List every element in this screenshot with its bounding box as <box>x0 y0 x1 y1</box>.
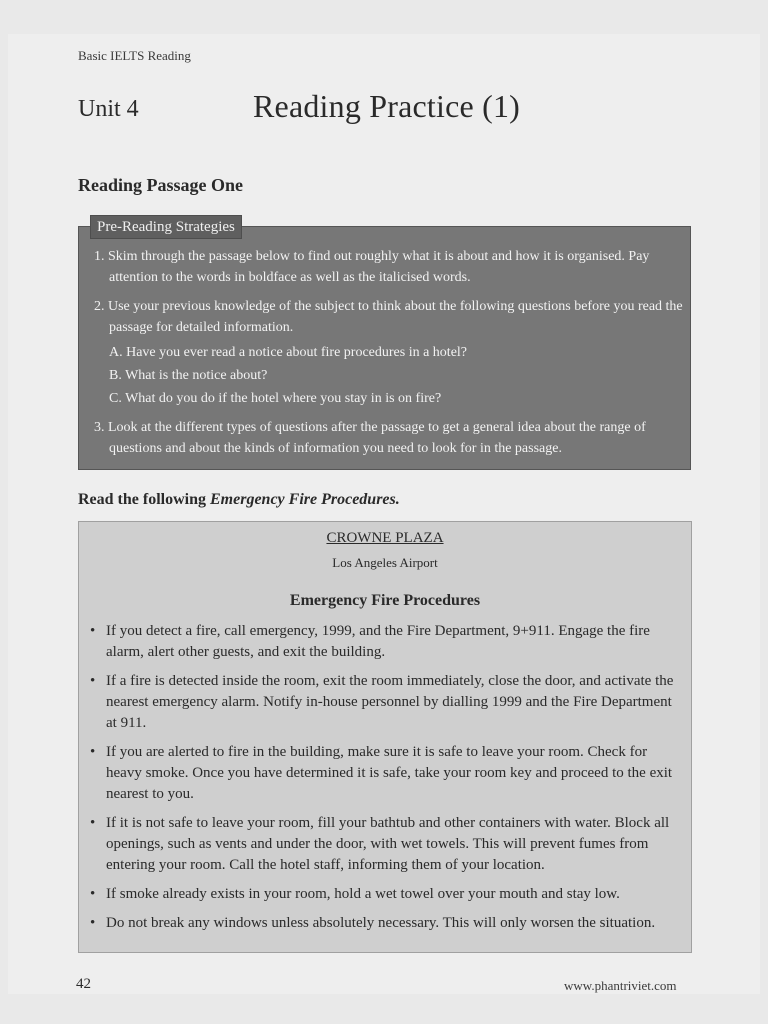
footer-url: www.phantriviet.com <box>564 978 677 993</box>
lead-in-emphasis: Emergency Fire Procedures. <box>210 491 400 508</box>
strategy-item <box>94 296 684 409</box>
page-title: Reading Practice (1) <box>253 88 520 124</box>
notice-bullet: • If it is not safe to leave your room, fill your bathtub and other containers with water. Block all openings, such as vents and under the door, with wet towels. This will prevent fumes from entering your room. Call the hotel staff, informing them of your location. <box>88 813 684 876</box>
strategy-item-text: 2. Use your previous knowledge of the subject to think about the following questions before you read the passage for detailed information. <box>94 299 683 335</box>
lead-in <box>78 491 400 509</box>
hotel-location: Los Angeles Airport <box>332 555 438 570</box>
notice-bullet: • If smoke already exists in your room, hold a wet towel over your mouth and stay low. <box>88 884 684 905</box>
notice-bullet: • Do not break any windows unless absolutely necessary. This will only worsen the situation. <box>88 913 684 934</box>
strategy-sub-list <box>109 342 684 409</box>
hotel-name: CROWNE PLAZA <box>326 530 444 546</box>
strategy-sub-item: A. Have you ever read a notice about fire procedures in a hotel? <box>109 345 468 360</box>
strategy-item <box>94 417 684 459</box>
pre-reading-list <box>94 246 684 467</box>
notice-list <box>88 621 684 942</box>
section-title: Reading Passage One <box>78 175 244 195</box>
strategy-item-text: 3. Look at the different types of questions after the passage to get a general idea about the range of questions and about the kinds of information you need to look for in the passage. <box>94 420 646 456</box>
unit-label: Unit 4 <box>78 96 139 122</box>
notice-bullet: • If you detect a fire, call emergency, 1999, and the Fire Department, 9+911. Engage the fire alarm, alert other guests, and exit the building. <box>88 621 684 663</box>
notice-title: Emergency Fire Procedures <box>289 592 481 609</box>
pre-reading-label: Pre-Reading Strategies <box>90 215 242 239</box>
notice-bullet: • If a fire is detected inside the room, exit the room immediately, close the door, and activate the nearest emergency alarm. Notify in-house personnel by dialling 1999 and the Fire Department at 911. <box>88 671 684 734</box>
strategy-sub-item: C. What do you do if the hotel where you stay in is on fire? <box>109 391 442 406</box>
strategy-sub-item: B. What is the notice about? <box>109 368 268 383</box>
lead-in-prefix: Read the following <box>78 491 210 508</box>
page-number: 42 <box>76 976 91 992</box>
notice-bullet: • If you are alerted to fire in the building, make sure it is safe to leave your room. Check for heavy smoke. Once you have determined it is safe, take your room key and proceed to the exit nearest to you. <box>88 742 684 805</box>
strategy-item <box>94 246 684 288</box>
strategy-item-text: 1. Skim through the passage below to find out roughly what it is about and how it is organised. Pay attention to the words in boldface as well as the italicised words. <box>94 249 650 285</box>
running-head: Basic IELTS Reading <box>78 48 191 63</box>
